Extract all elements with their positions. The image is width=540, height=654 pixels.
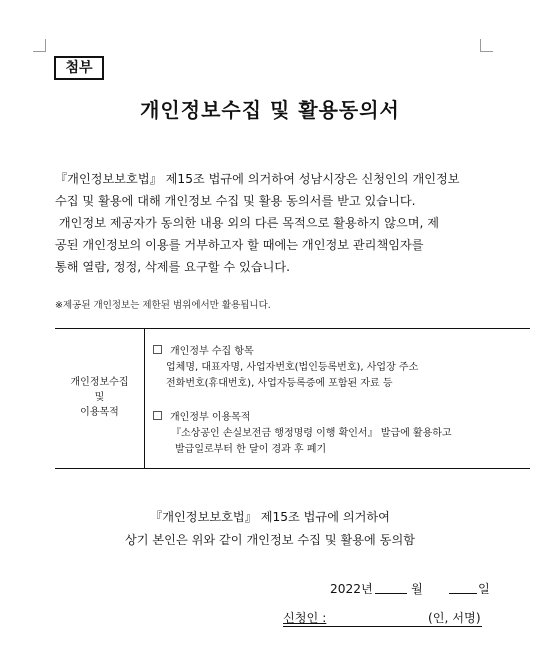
date-month-label: 월: [411, 582, 423, 596]
checkbox[interactable]: [153, 345, 162, 354]
section-title: 개인정부 이용목적: [170, 412, 251, 423]
consent-table: [55, 328, 530, 469]
consent-statement-line: 상기 본인은 위와 같이 개인정보 수집 및 활용에 동의함: [124, 533, 415, 547]
header-line: 및: [94, 392, 105, 403]
document-title: 개인정보수집 및 활용동의서: [140, 98, 400, 122]
section-line: 업체명, 대표자명, 사업자번호(법인등록번호), 사업장 주소: [166, 362, 419, 373]
consent-statement-line: 『개인정보보호법』 제15조 법규에 의거하여: [150, 510, 390, 524]
section-collect-items: [153, 344, 452, 360]
date-day-label: 일: [478, 582, 490, 596]
month-blank-line[interactable]: [375, 593, 407, 594]
section-title: 개인정부 수집 항목: [170, 346, 254, 357]
intro-line: 수집 및 활용에 대해 개인정보 수집 및 활용 동의서를 받고 있습니다.: [55, 194, 416, 208]
signature-suffix: (인, 서명): [428, 611, 481, 625]
signature-blank-line[interactable]: [283, 626, 482, 627]
usage-line: 개인정보 제공자가 동의한 내용 외의 다른 목적으로 활용하지 않으며, 제: [55, 216, 440, 230]
usage-paragraph: [55, 212, 487, 278]
date-year: 2022년: [330, 582, 373, 596]
usage-line: 통해 열람, 정정, 삭제를 요구할 수 있습니다.: [55, 260, 291, 274]
table-content-cell: [153, 344, 452, 458]
usage-line: 공된 개인정보의 이용를 거부하고자 할 때에는 개인정보 관리책임자를: [55, 238, 424, 252]
applicant-label: 신청인 :: [283, 611, 327, 625]
section-usage-purpose: [153, 410, 452, 426]
section-line: 전화번호(휴대번호), 사업자등록증에 포함된 자료 등: [166, 378, 393, 389]
page-corner-mark-left: [33, 39, 46, 52]
section-line: 『소상공인 손실보전금 행정명령 이행 확인서』 발급에 활용하고: [171, 428, 452, 439]
intro-line: 『개인정보보호법』 제15조 법규에 의거하여 성남시장은 신청인의 개인정보: [55, 172, 460, 186]
page-corner-mark-right: [480, 39, 493, 52]
header-line: 이용목적: [80, 407, 119, 418]
checkbox[interactable]: [153, 411, 162, 420]
section-line: 발급일로부터 한 달이 경과 후 폐기: [175, 444, 327, 455]
table-column-divider: [144, 329, 145, 468]
day-blank-line[interactable]: [449, 593, 477, 594]
table-header-cell: [55, 375, 144, 420]
scope-note: ※제공된 개인정보는 제한된 범위에서만 활용됩니다.: [55, 300, 271, 311]
header-line: 개인정보수집: [70, 377, 129, 388]
intro-paragraph: [55, 168, 487, 212]
attachment-label: 첨부: [54, 56, 104, 80]
